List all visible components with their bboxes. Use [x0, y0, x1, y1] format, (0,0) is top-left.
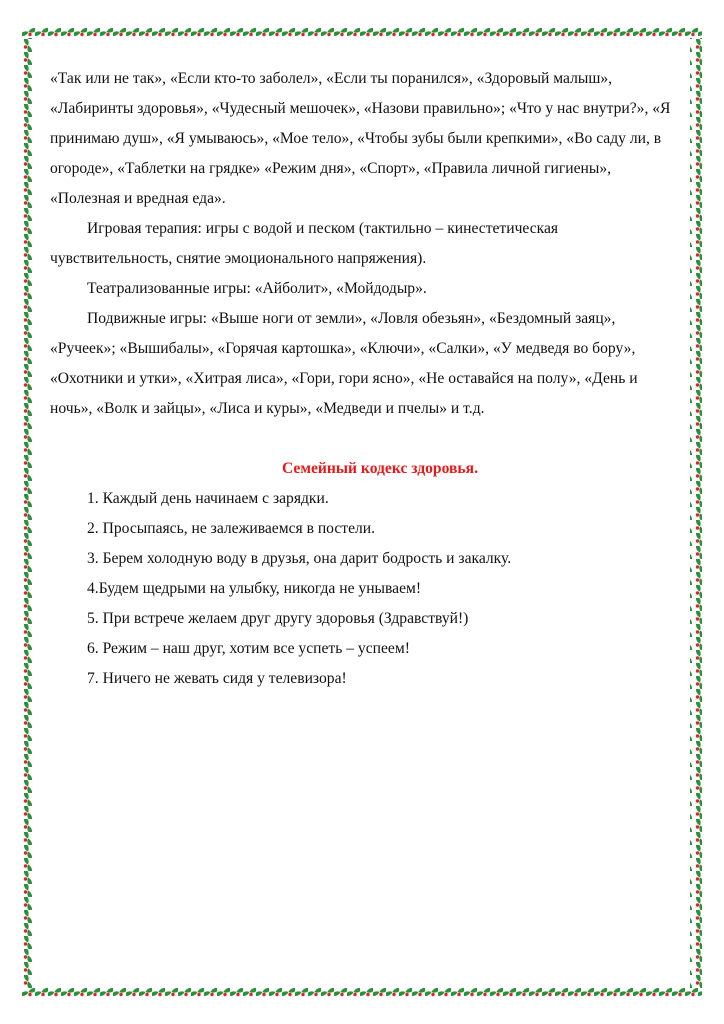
- family-code-title: Семейный кодекс здоровья.: [281, 460, 479, 477]
- holly-border-top: [22, 26, 702, 38]
- list-item: 1. Каждый день начинаем с зарядки.: [87, 490, 329, 507]
- list-item: 6. Режим – наш друг, хотим все успеть – успеем!: [87, 640, 410, 657]
- holly-border-right: [690, 38, 702, 988]
- didactic-games-paragraph: «Так или не так», «Если кто-то заболел», «Если ты поранился», «Здоровый малыш», «Лабиринты здоровья», «Чудесный мешочек», «Назови правильно»; «Что у нас внутри?», «Я принимаю душ», «Я умываюсь», «Мое тело», «Чтобы зубы были крепкими», «Во саду ли, в огороде», «Таблетки на грядке» «Режим дня», «Спорт», «Правила личной гигиены», «Полезная и вредная еда».: [50, 70, 671, 207]
- holly-border-bottom: [22, 988, 702, 1000]
- document-body: [50, 64, 675, 694]
- outdoor-games-paragraph: Подвижные игры: «Выше ноги от земли», «Ловля обезьян», «Бездомный заяц», «Ручеек»; «Вышибалы», «Горячая картошка», «Ключи», «Салки», «У медведя во бору», «Охотники и утки», «Хитрая лиса», «Гори, гори ясно», «Не оставайся на полу», «День и ночь», «Волк и зайцы», «Лиса и куры», «Медведи и пчелы» и т.д.: [50, 310, 638, 417]
- family-code-list: [50, 484, 675, 694]
- holly-border-left: [22, 38, 34, 988]
- play-therapy-paragraph: Игровая терапия: игры с водой и песком (тактильно – кинестетическая чувствительность, снятие эмоционального напряжения).: [50, 220, 559, 267]
- list-item: 2. Просыпаясь, не залеживаемся в постели.: [87, 520, 376, 537]
- list-item: 4.Будем щедрыми на улыбку, никогда не унываем!: [87, 580, 422, 597]
- list-item: 5. При встрече желаем друг другу здоровья (Здравствуй!): [87, 610, 469, 627]
- list-item: 7. Ничего не жевать сидя у телевизора!: [87, 670, 347, 687]
- theatrical-games-paragraph: Театрализованные игры: «Айболит», «Мойдодыр».: [87, 280, 427, 297]
- list-item: 3. Берем холодную воду в друзья, она дарит бодрость и закалку.: [87, 550, 512, 567]
